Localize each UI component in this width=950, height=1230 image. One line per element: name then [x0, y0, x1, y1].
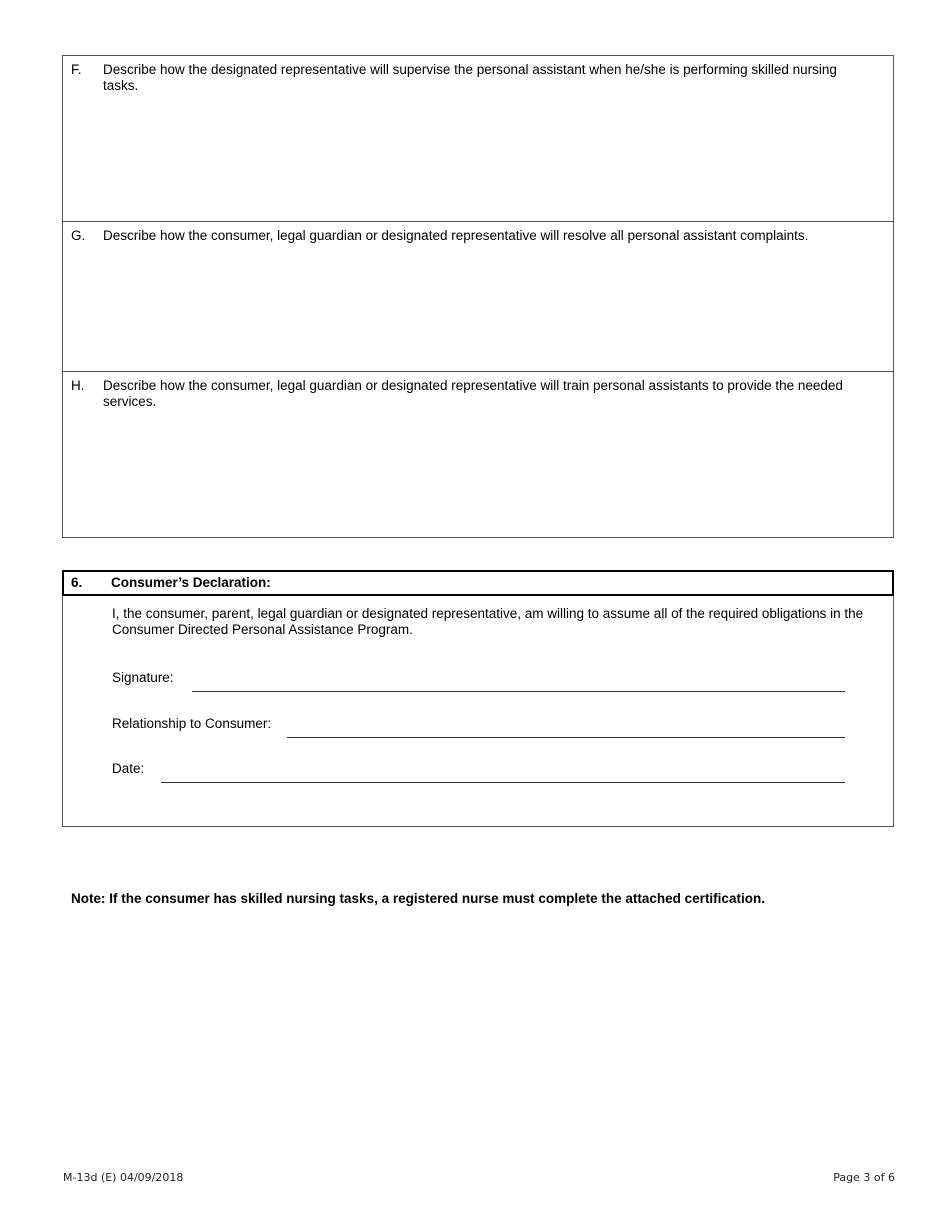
date-label: Date: [112, 761, 145, 776]
question-row-h [63, 372, 893, 538]
section-number: 6. [71, 575, 83, 590]
section-title: Consumer’s Declaration: [111, 575, 271, 590]
question-letter: H. [71, 378, 85, 393]
question-row-g [63, 222, 893, 372]
declaration-header [62, 570, 894, 596]
relationship-label: Relationship to Consumer: [112, 716, 272, 731]
page-number: Page 3 of 6 [833, 1171, 895, 1184]
date-line[interactable] [161, 782, 845, 783]
question-text: Describe how the consumer, legal guardian or designated representative will train personal assistants to provide the needed services. [103, 378, 843, 409]
question-text: Describe how the designated representative will supervise the personal assistant when he/she is performing skilled nursing tasks. [103, 62, 837, 93]
declaration-text: I, the consumer, parent, legal guardian or designated representative, am willing to assume all of the required obligations in the Consumer Directed Personal Assistance Program. [112, 606, 864, 637]
question-letter: F. [71, 62, 82, 77]
nursing-note: Note: If the consumer has skilled nursing tasks, a registered nurse must complete the attached certification. [71, 891, 765, 906]
question-table [62, 55, 894, 538]
consumer-declaration-section [62, 570, 894, 827]
signature-label: Signature: [112, 670, 174, 685]
question-letter: G. [71, 228, 86, 243]
question-row-f [63, 56, 893, 222]
form-id: M-13d (E) 04/09/2018 [63, 1171, 184, 1184]
question-text: Describe how the consumer, legal guardian or designated representative will resolve all personal assistant complaints. [103, 228, 809, 243]
relationship-line[interactable] [287, 737, 845, 738]
signature-line[interactable] [192, 691, 845, 692]
